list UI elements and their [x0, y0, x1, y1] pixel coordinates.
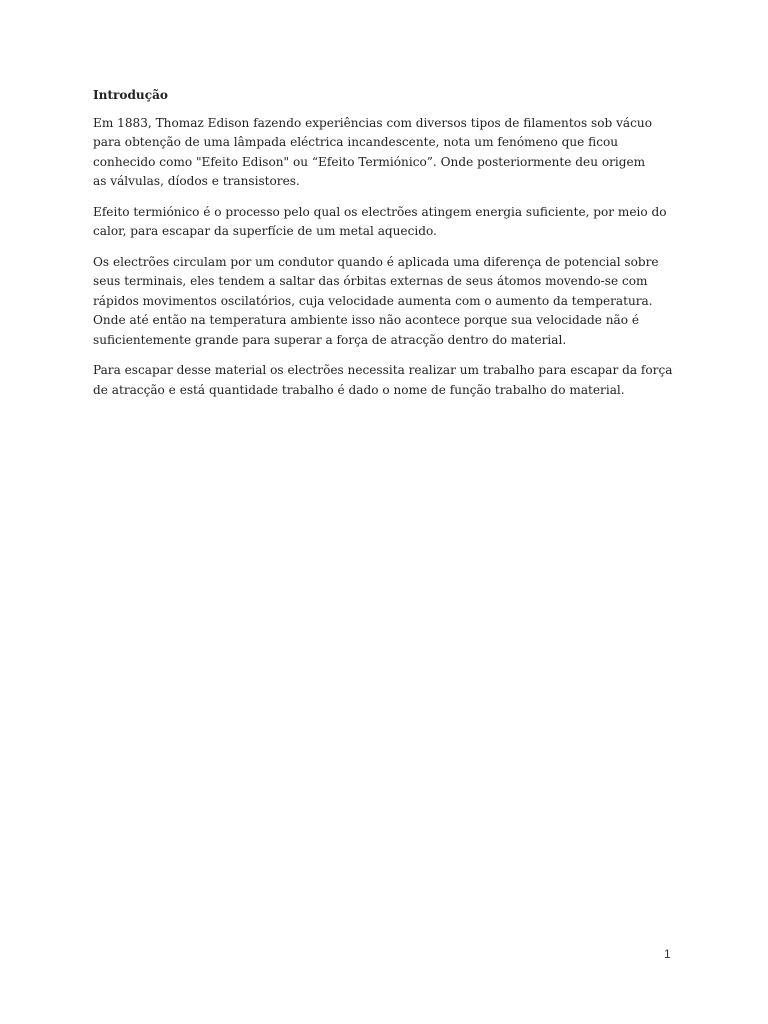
document-body [93, 86, 671, 411]
paragraph-line: Onde até então na temperatura ambiente isso não acontece porque sua velocidade não é [93, 313, 639, 327]
paragraph-4 [93, 361, 671, 400]
page-number: 1 [664, 947, 671, 961]
paragraph-line: Os electrões circulam por um condutor quando é aplicada uma diferença de potencial sobre [93, 254, 659, 269]
paragraph-line: seus terminais, eles tendem a saltar das órbitas externas de seus átomos movendo-se com [93, 274, 648, 288]
paragraph-line: Efeito termiónico é o processo pelo qual os electrões atingem energia suficiente, por meio do [93, 204, 667, 219]
paragraph-3 [93, 253, 671, 351]
paragraph-1 [93, 114, 671, 192]
paragraph-line: calor, para escapar da superfície de um metal aquecido. [93, 224, 437, 238]
paragraph-2 [93, 203, 671, 242]
section-heading: Introdução [93, 88, 168, 102]
paragraph-line: para obtenção de uma lâmpada eléctrica incandescente, nota um fenómeno que ficou [93, 135, 619, 149]
paragraph-line: as válvulas, díodos e transistores. [93, 174, 300, 188]
paragraph-line: Em 1883, Thomaz Edison fazendo experiências com diversos tipos de filamentos sob vácuo [93, 115, 652, 130]
paragraph-line: rápidos movimentos oscilatórios, cuja velocidade aumenta com o aumento da temperatura. [93, 293, 653, 308]
paragraph-line: de atracção e está quantidade trabalho é dado o nome de função trabalho do material. [93, 382, 625, 397]
paragraph-line: Para escapar desse material os electrões necessita realizar um trabalho para escapar da força [93, 363, 673, 377]
paragraph-line: conhecido como "Efeito Edison" ou “Efeito Termiónico”. Onde posteriormente deu origem [93, 154, 646, 169]
paragraph-line: suficientemente grande para superar a força de atracção dentro do material. [93, 332, 567, 347]
